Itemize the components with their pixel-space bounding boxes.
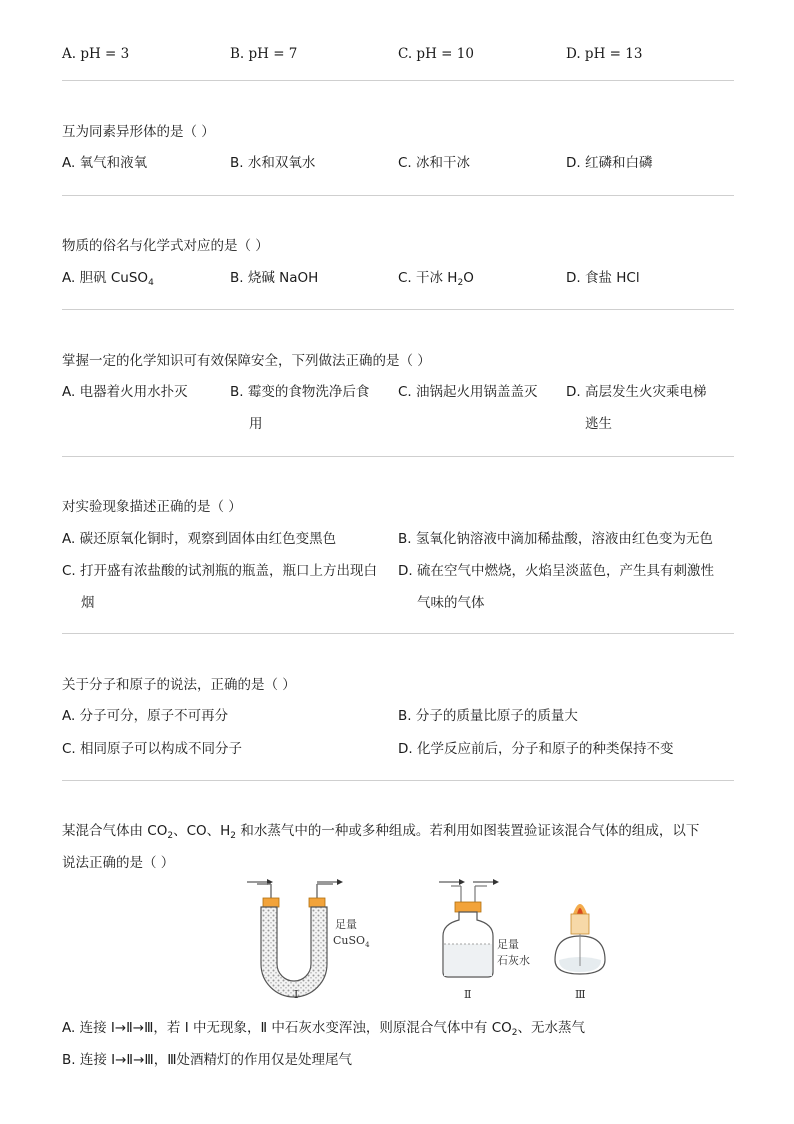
q6-stem-subscript-2: 2: [230, 831, 237, 841]
q6-stem-text-3: 和水蒸气中的一种或多种组成。若利用如图装置验证该混合气体的组成，以下: [236, 823, 700, 839]
note-limewater-amount: 足量: [497, 938, 519, 951]
separator: [62, 195, 734, 196]
q0-option-c[interactable]: C. pH = 10: [398, 46, 474, 62]
q6-option-a[interactable]: [62, 1018, 585, 1043]
q4-option-b[interactable]: B. 氢氧化钠溶液中滴加稀盐酸，溶液由红色变为无色: [398, 531, 713, 547]
q3-option-d[interactable]: D. 高层发生火灾乘电梯: [566, 384, 707, 400]
q1-option-b[interactable]: B. 水和双氧水: [230, 155, 316, 171]
q2-option-c[interactable]: [398, 268, 474, 293]
q2-option-c-subscript: 2: [457, 278, 464, 288]
q2-option-c-text: C. 干冰 H: [398, 270, 458, 286]
separator: [62, 780, 734, 781]
u-tube: [247, 879, 343, 997]
q2-option-a-subscript: 4: [148, 278, 154, 288]
q4-stem: 对实验现象描述正确的是（ ）: [62, 499, 242, 515]
q6-stem-line2: 说法正确的是（ ）: [62, 855, 175, 871]
q1-stem: 互为同素异形体的是（ ）: [62, 124, 215, 140]
q5-option-d[interactable]: D. 化学反应前后，分子和原子的种类保持不变: [398, 741, 674, 757]
note-cuso4: CuSO$_4$: [333, 934, 370, 949]
q6-stem-text-2: 、CO、H: [173, 823, 231, 839]
alcohol-lamp: [555, 904, 605, 974]
separator: [62, 633, 734, 634]
separator: [62, 309, 734, 310]
q4-option-a[interactable]: A. 碳还原氧化铜时，观察到固体由红色变黑色: [62, 531, 337, 547]
label-i: Ⅰ: [294, 988, 299, 1001]
q1-option-d[interactable]: D. 红磷和白磷: [566, 155, 653, 171]
q5-option-a[interactable]: A. 分子可分，原子不可再分: [62, 708, 229, 724]
label-ii: Ⅱ: [464, 988, 472, 1001]
q6-stem: [62, 821, 699, 846]
gas-washing-bottle: [439, 879, 499, 977]
separator: [62, 80, 734, 81]
q2-option-a[interactable]: [62, 268, 154, 293]
q4-option-c[interactable]: C. 打开盛有浓盐酸的试剂瓶的瓶盖，瓶口上方出现白: [62, 563, 378, 579]
q1-option-a[interactable]: A. 氧气和液氧: [62, 155, 148, 171]
q3-option-c[interactable]: C. 油锅起火用锅盖盖灭: [398, 384, 538, 400]
q6-stem-text-1: 某混合气体由 CO: [62, 823, 168, 839]
q1-option-c[interactable]: C. 冰和干冰: [398, 155, 471, 171]
separator: [62, 456, 734, 457]
q4-option-d[interactable]: D. 硫在空气中燃烧，火焰呈淡蓝色，产生具有刺激性: [398, 563, 714, 579]
label-iii: Ⅲ: [575, 988, 586, 1001]
q2-option-b[interactable]: B. 烧碱 NaOH: [230, 270, 319, 286]
q3-option-b[interactable]: B. 霉变的食物洗净后食: [230, 384, 370, 400]
q2-option-d[interactable]: D. 食盐 HCl: [566, 270, 640, 286]
q3-option-a[interactable]: A. 电器着火用水扑灭: [62, 384, 188, 400]
q2-stem: 物质的俗名与化学式对应的是（ ）: [62, 238, 269, 254]
q6-option-a-subscript: 2: [511, 1028, 518, 1038]
q0-option-a[interactable]: A. pH = 3: [62, 46, 130, 62]
q5-stem: 关于分子和原子的说法，正确的是（ ）: [62, 677, 296, 693]
q2-option-c-text-end: O: [463, 270, 474, 286]
q3-option-d-cont: 逃生: [585, 416, 612, 432]
q0-option-b[interactable]: B. pH = 7: [230, 46, 298, 62]
q4-option-d-cont: 气味的气体: [417, 595, 485, 611]
q5-option-b[interactable]: B. 分子的质量比原子的质量大: [398, 708, 578, 724]
note-limewater: 石灰水: [497, 954, 530, 967]
q5-option-c[interactable]: C. 相同原子可以构成不同分子: [62, 741, 243, 757]
q3-stem: 掌握一定的化学知识可有效保障安全，下列做法正确的是（ ）: [62, 353, 431, 369]
q6-option-a-text: A. 连接 Ⅰ→Ⅱ→Ⅲ，若 Ⅰ 中无现象，Ⅱ 中石灰水变浑浊，则原混合气体中有 CO: [62, 1020, 512, 1036]
q2-option-a-text: A. 胆矾 CuSO: [62, 270, 149, 286]
q3-option-b-cont: 用: [249, 416, 263, 432]
apparatus-drawing: [237, 874, 617, 1006]
q4-option-c-cont: 烟: [81, 595, 95, 611]
note-cuso4-amount: 足量: [335, 918, 357, 931]
q6-stem-subscript-1: 2: [167, 831, 174, 841]
apparatus-figure: [237, 874, 586, 1006]
q0-option-d[interactable]: D. pH = 13: [566, 46, 643, 62]
q6-option-a-text-end: 、无水蒸气: [517, 1020, 586, 1036]
q6-option-b[interactable]: B. 连接 Ⅰ→Ⅱ→Ⅲ，Ⅲ处酒精灯的作用仅是处理尾气: [62, 1052, 352, 1068]
